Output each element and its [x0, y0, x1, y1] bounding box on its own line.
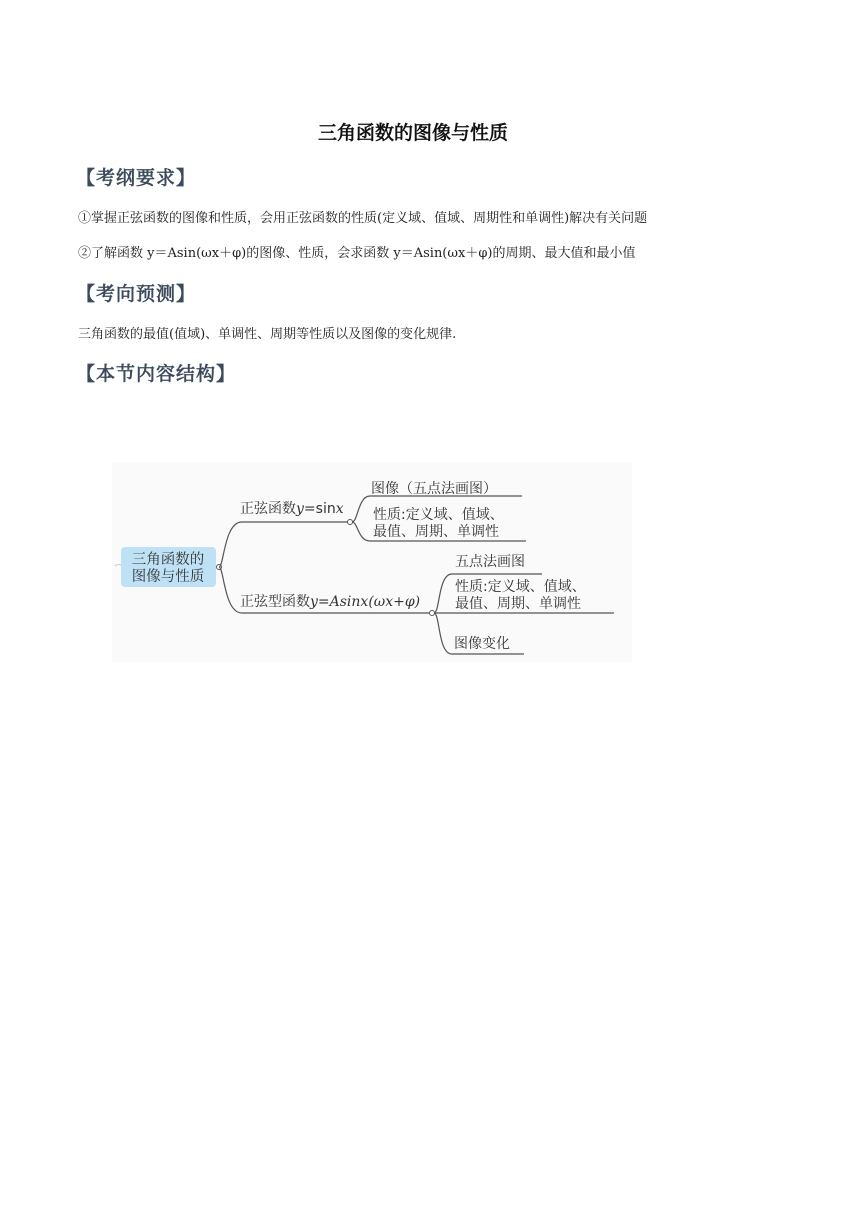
- forecast-text: 三角函数的最值(值域)、单调性、周期等性质以及图像的变化规律.: [78, 327, 457, 342]
- requirement-item-1: ①掌握正弦函数的图像和性质，会用正弦函数的性质(定义域、值域、周期性和单调性)解决有关问题: [78, 211, 648, 226]
- branch2-connector-dot: [430, 611, 435, 616]
- branch1-child2-label-line1: 性质:定义域、值域、: [373, 507, 504, 523]
- root-label-line1: 三角函数的: [131, 552, 205, 568]
- branch2-child1-label: 五点法画图: [455, 554, 525, 570]
- branch1-child1-label: 图像（五点法画图）: [371, 481, 497, 497]
- heading-structure: 【本节内容结构】: [76, 363, 237, 385]
- branch1-label: 正弦函数y=sinx: [240, 501, 344, 517]
- page-title: 三角函数的图像与性质: [317, 122, 508, 144]
- branch2-child2-label-line2: 最值、周期、单调性: [455, 596, 581, 612]
- content-structure-mindmap: [112, 462, 632, 662]
- heading-forecast: 【考向预测】: [76, 283, 197, 305]
- heading-requirements: 【考纲要求】: [76, 167, 197, 189]
- branch2-child2-label-line1: 性质:定义域、值域、: [455, 579, 586, 595]
- root-label-line2: 图像与性质: [131, 569, 205, 585]
- requirement-item-2: ②了解函数 y＝Asin(ωx＋φ)的图像、性质，会求函数 y＝Asin(ωx＋φ)的周期、最大值和最小值: [78, 246, 636, 261]
- branch1-connector-dot: [348, 520, 353, 525]
- branch1-child2-label-line2: 最值、周期、单调性: [373, 524, 499, 540]
- branch2-label: 正弦型函数y=Asinx(ωx+φ): [240, 594, 421, 610]
- branch2-child3-label: 图像变化: [454, 636, 510, 652]
